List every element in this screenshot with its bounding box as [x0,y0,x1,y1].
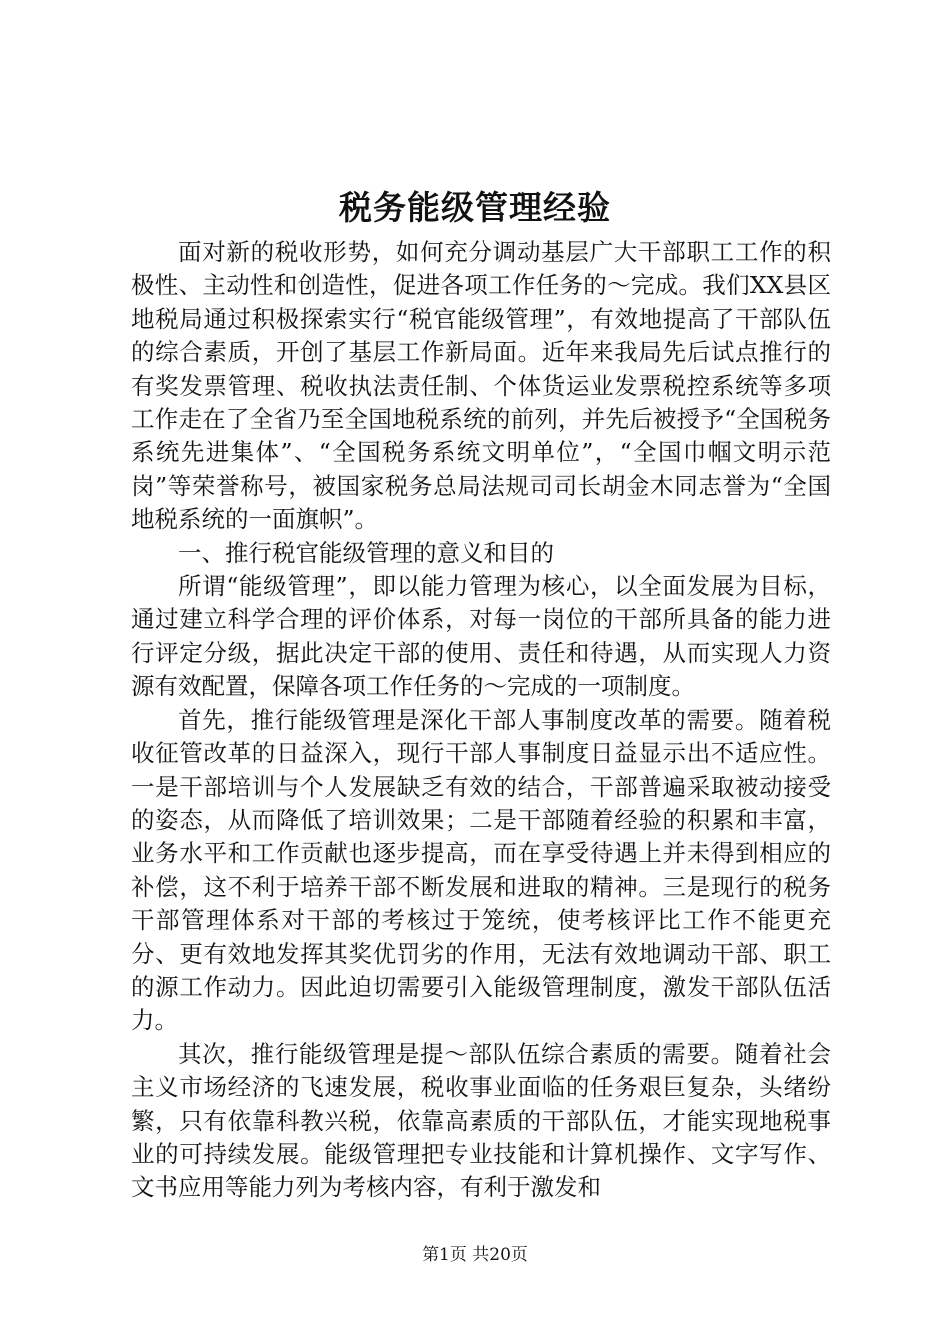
page-number: 第1页 共20页 [422,1245,528,1265]
section-heading: 一、推行税官能级管理的意义和目的 [178,538,554,567]
paragraph-intro: 面对新的税收形势，如何充分调动基层广大干部职工工作的积极性、主动性和创造性，促进各项工作任务的～完成。我们XX县区地税局通过积极探索实行“税官能级管理”，有效地提高了干部队伍的综合素质，开创了基层工作新局面。近年来我局先后试点推行的有奖发票管理、税收执法责任制、个体货运业发票税控系统等多项工作走在了全省乃至全国地税系统的前列，并先后被授予“全国税务系统先进集体”、“全国税务系统文明单位”，“全国巾帼文明示范岗”等荣誉称号，被国家税务总局法规司司长胡金木同志誉为“全国地税系统的一面旗帜”。 [131,238,831,534]
paragraph-second-reason: 其次，推行能级管理是提～部队伍综合素质的需要。随着社会主义市场经济的飞速发展，税收事业面临的任务艰巨复杂，头绪纷繁，只有依靠科教兴税，依靠高素质的干部队伍，才能实现地税事业的可持续发展。能级管理把专业技能和计算机操作、文字写作、文书应用等能力列为考核内容，有利于激发和 [131,1039,831,1202]
paragraph-first-reason: 首先，推行能级管理是深化干部人事制度改革的需要。随着税收征管改革的日益深入，现行干部人事制度日益显示出不适应性。一是干部培训与个人发展缺乏有效的结合，干部普遍采取被动接受的姿态，从而降低了培训效果；二是干部随着经验的积累和丰富，业务水平和工作贡献也逐步提高，而在享受待遇上并未得到相应的补偿，这不利于培养干部不断发展和进取的精神。三是现行的税务干部管理体系对干部的考核过于笼统，使考核评比工作不能更充分、更有效地发挥其奖优罚劣的作用，无法有效地调动干部、职工的源工作动力。因此迫切需要引入能级管理制度，激发干部队伍活力。 [131,705,831,1035]
paragraph-definition: 所谓“能级管理”，即以能力管理为核心，以全面发展为目标，通过建立科学合理的评价体系，对每一岗位的干部所具备的能力进行评定分级，据此决定干部的使用、责任和待遇，从而实现人力资源有效配置，保障各项工作任务的～完成的一项制度。 [131,572,831,701]
document-title: 税务能级管理经验 [339,188,611,227]
document-body [131,236,831,1205]
